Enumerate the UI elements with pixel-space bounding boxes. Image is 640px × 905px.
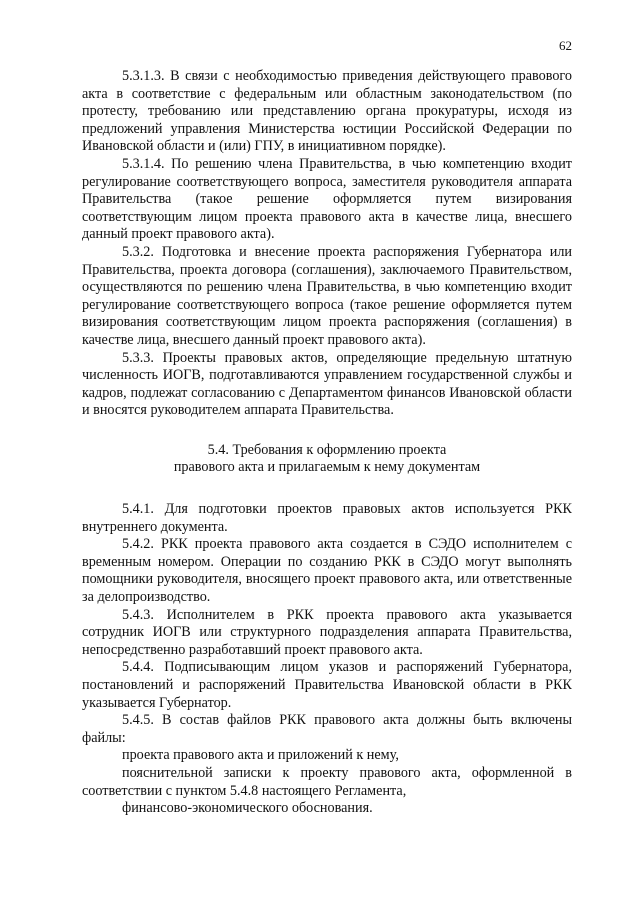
list-item-explanatory-note: пояснительной записки к проекту правового акта, оформленной в соответствии с пунктом 5.4.8 настоящего Регламента,	[82, 764, 572, 799]
document-body	[82, 68, 572, 818]
paragraph-5-3-1-4: 5.3.1.4. По решению члена Правительства, в чью компетенцию входит регулирование соответствующего вопроса, заместителя руководителя аппарата Правительства (такое решение оформляется путем визирования соответствующим лицом проекта правового акта в качестве лица, внесшего данный проект правового акта).	[82, 155, 572, 243]
paragraph-5-4-2: 5.4.2. РКК проекта правового акта создается в СЭДО исполнителем с временным номером. Операции по созданию РКК в СЭДО могут выполнять помощники руководителя, вносящего проект правового акта, или ответственные за делопроизводство.	[82, 536, 572, 606]
section-heading-5-4	[82, 442, 572, 477]
paragraph-5-3-1-3: 5.3.1.3. В связи с необходимостью приведения действующего правового акта в соответствие с федеральным или областным законодательством (по протесту, требованию или представлению органа прокуратуры, исходя из предложений управления Министерства юстиции Российской Федерации по Ивановской области и (или) ГПУ, в инициативном порядке).	[82, 68, 572, 155]
paragraph-5-4-3: 5.4.3. Исполнителем в РКК проекта правового акта указывается сотрудник ИОГВ или структурного подразделения аппарата Правительства, непосредственно разработавший проект правового акта.	[82, 606, 572, 658]
page-number: 62	[559, 38, 572, 53]
paragraph-5-4-5: 5.4.5. В состав файлов РКК правового акта должны быть включены файлы:	[82, 712, 572, 746]
section-heading-line-2: правового акта и прилагаемым к нему документам	[173, 459, 481, 476]
paragraph-5-4-4: 5.4.4. Подписывающим лицом указов и распоряжений Губернатора, постановлений и распоряжений Правительства Ивановской области в РКК указывается Губернатор.	[82, 659, 572, 711]
list-item-project-files: проекта правового акта и приложений к нему,	[122, 747, 399, 764]
paragraph-5-3-3: 5.3.3. Проекты правовых актов, определяющие предельную штатную численность ИОГВ, подготавливаются управлением государственной службы и кадров, подлежат согласованию с Департаментом финансов Ивановской области и вносятся руководителем аппарата Правительства.	[82, 349, 572, 419]
paragraph-5-4-1: 5.4.1. Для подготовки проектов правовых актов используется РКК внутреннего документа.	[82, 501, 572, 535]
section-heading-line-1: 5.4. Требования к оформлению проекта	[207, 441, 447, 458]
list-item-financial-justification: финансово-экономического обоснования.	[122, 800, 373, 817]
paragraph-5-3-2: 5.3.2. Подготовка и внесение проекта распоряжения Губернатора или Правительства, проекта договора (соглашения), заключаемого Правительством, осуществляются по решению члена Правительства, в чью компетенцию входит регулирование соответствующего вопроса (такое решение оформляется путем визирования соответствующим лицом проекта распоряжения (соглашения) в качестве лица, внесшего данный проект правового акта).	[82, 243, 572, 348]
